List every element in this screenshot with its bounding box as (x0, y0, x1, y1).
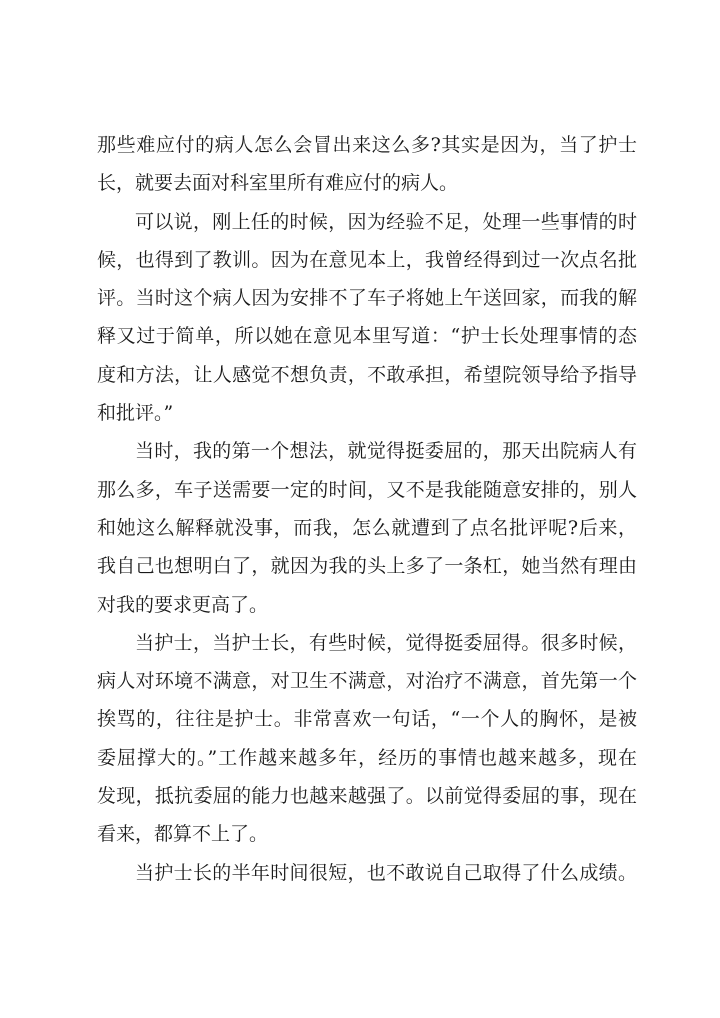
text-line: 委屈撑大的。”工作越来越多年，经历的事情也越来越多，现在 (97, 746, 637, 769)
text-line: 对我的要求更高了。 (97, 593, 269, 616)
text-line: 可以说，刚上任的时候，因为经验不足，处理一些事情的时 (135, 210, 637, 233)
text-line: 挨骂的，往往是护士。非常喜欢一句话，“一个人的胸怀，是被 (97, 708, 637, 731)
text-line: 当护士长的半年时间很短，也不敢说自己取得了什么成绩。 (135, 861, 637, 884)
text-line: 当护士，当护士长，有些时候，觉得挺委屈得。很多时候， (135, 631, 637, 654)
text-line: 当时，我的第一个想法，就觉得挺委屈的，那天出院病人有 (135, 440, 637, 463)
text-line: 长，就要去面对科室里所有难应付的病人。 (97, 172, 459, 195)
text-line: 病人对环境不满意，对卫生不满意，对治疗不满意，首先第一个 (97, 670, 637, 693)
text-line: 和批评。” (97, 402, 174, 425)
text-line: 我自己也想明白了，就因为我的头上多了一条杠，她当然有理由 (97, 555, 637, 578)
text-line: 看来，都算不上了。 (97, 823, 269, 846)
text-line: 评。当时这个病人因为安排不了车子将她上午送回家，而我的解 (97, 287, 637, 310)
text-line: 和她这么解释就没事，而我，怎么就遭到了点名批评呢?后来， (97, 516, 637, 539)
text-line: 释又过于简单，所以她在意见本里写道：“护士长处理事情的态 (97, 325, 637, 348)
text-line: 度和方法，让人感觉不想负责，不敢承担，希望院领导给予指导 (97, 363, 637, 386)
body-text (97, 126, 637, 892)
text-line: 候，也得到了教训。因为在意见本上，我曾经得到过一次点名批 (97, 248, 637, 271)
text-line: 那么多，车子送需要一定的时间，又不是我能随意安排的，别人 (97, 478, 637, 501)
text-line: 那些难应付的病人怎么会冒出来这么多?其实是因为，当了护士 (97, 134, 637, 156)
text-line: 发现，抵抗委屈的能力也越来越强了。以前觉得委屈的事，现在 (97, 785, 637, 808)
